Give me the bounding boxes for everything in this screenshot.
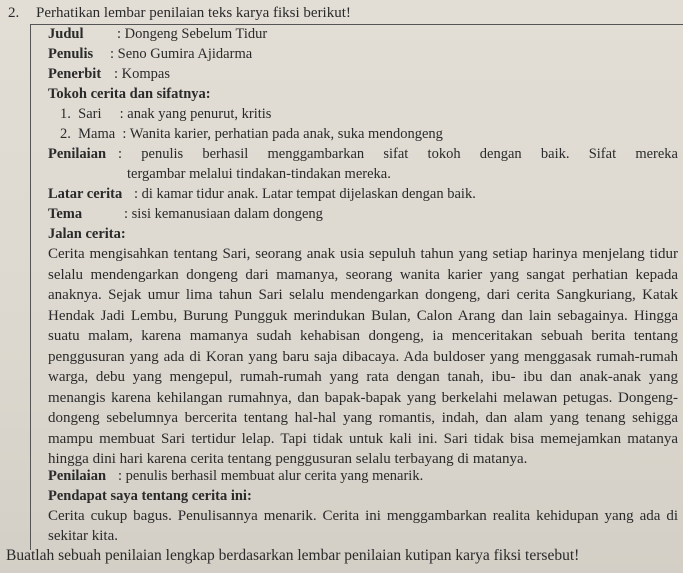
tokoh-heading: Tokoh cerita dan sifatnya: — [48, 86, 211, 102]
tema-text: : sisi kemanusiaan dalam dongeng — [124, 206, 323, 222]
tokoh-item-1: 1. Sari : anak yang penurut, kritis — [60, 106, 272, 122]
penilaian-1-text-2: tergambar melalui tindakan-tindakan mereka. — [127, 166, 391, 182]
penilaian-1-text: : penulis berhasil menggambarkan sifat tokoh dengan baik. Sifat mereka — [118, 146, 678, 162]
question-instruction: Perhatikan lembar penilaian teks karya fiksi berikut! — [36, 5, 351, 21]
judul-value: : Dongeng Sebelum Tidur — [117, 26, 268, 42]
jalan-cerita-label: Jalan cerita: — [48, 226, 126, 242]
footer-instruction: Buatlah sebuah penilaian lengkap berdasarkan lembar penilaian kutipan karya fiksi tersebut! — [6, 547, 580, 564]
judul-label: Judul — [48, 26, 84, 42]
latar-text: : di kamar tidur anak. Latar tempat dijelaskan dengan baik. — [134, 186, 476, 202]
penulis-value: : Seno Gumira Ajidarma — [110, 46, 253, 62]
question-number: 2. — [8, 5, 20, 21]
pendapat-label: Pendapat saya tentang cerita ini: — [48, 488, 252, 504]
pendapat-text: Cerita cukup bagus. Penulisannya menarik. Cerita ini menggambarkan realita kehidupan yang ada di sekitar kita. — [48, 508, 678, 544]
penulis-label: Penulis — [48, 46, 94, 62]
penerbit-label: Penerbit — [48, 66, 102, 82]
tokoh-item-2: 2. Mama : Wanita karier, perhatian pada anak, suka mendongeng — [60, 126, 443, 142]
penilaian-1-label: Penilaian — [48, 146, 107, 162]
penerbit-value: : Kompas — [114, 66, 170, 82]
penilaian-2-text: : penulis berhasil membuat alur cerita yang menarik. — [118, 468, 424, 484]
latar-label: Latar cerita — [48, 186, 123, 202]
tema-label: Tema — [48, 206, 83, 222]
jalan-cerita-text: Cerita mengisahkan tentang Sari, seorang anak usia sepuluh tahun yang setiap harinya menjelang tidur selalu mendengarkan dongeng dari mamanya, seorang wanita karier yang sangat perhatian kepada anaknya. Sejak umur lima tahun Sari selalu mendengarkan dongeng, dari cerita Sangkuriang, Katak Hendak Jadi Lembu, Burung Pungguk merindukan Bulan, Calon Arang dan lain sebagainya. Hingga suatu malam, karena mamanya sudah kehabisan dongeng, ia menceritakan sebuah berita tentang penggusuran yang ada di Koran yang baru saja dibacaya. Ada buldoser yang menggasak rumah-rumah warga, debu yang mengepul, rumah-rumah yang rata dengan tanah, ibu- ibu dan anak-anak yang menangis karena kehilangan rumahnya, dan bapak-bapak yang berkelahi melawan petugas. Dongeng-dongeng sebelumnya bercerita tentang hal-hal yang romantis, indah, dan alam yang tenang sehigga mampu membuat Sari tertidur lelap. Tapi tidak untuk kali ini. Sari tidak bisa memejamkan matanya hingga dini hari karena cerita tentang penggusuran selalu terbayang di matanya. — [48, 246, 678, 467]
penilaian-2-label: Penilaian — [48, 468, 107, 484]
